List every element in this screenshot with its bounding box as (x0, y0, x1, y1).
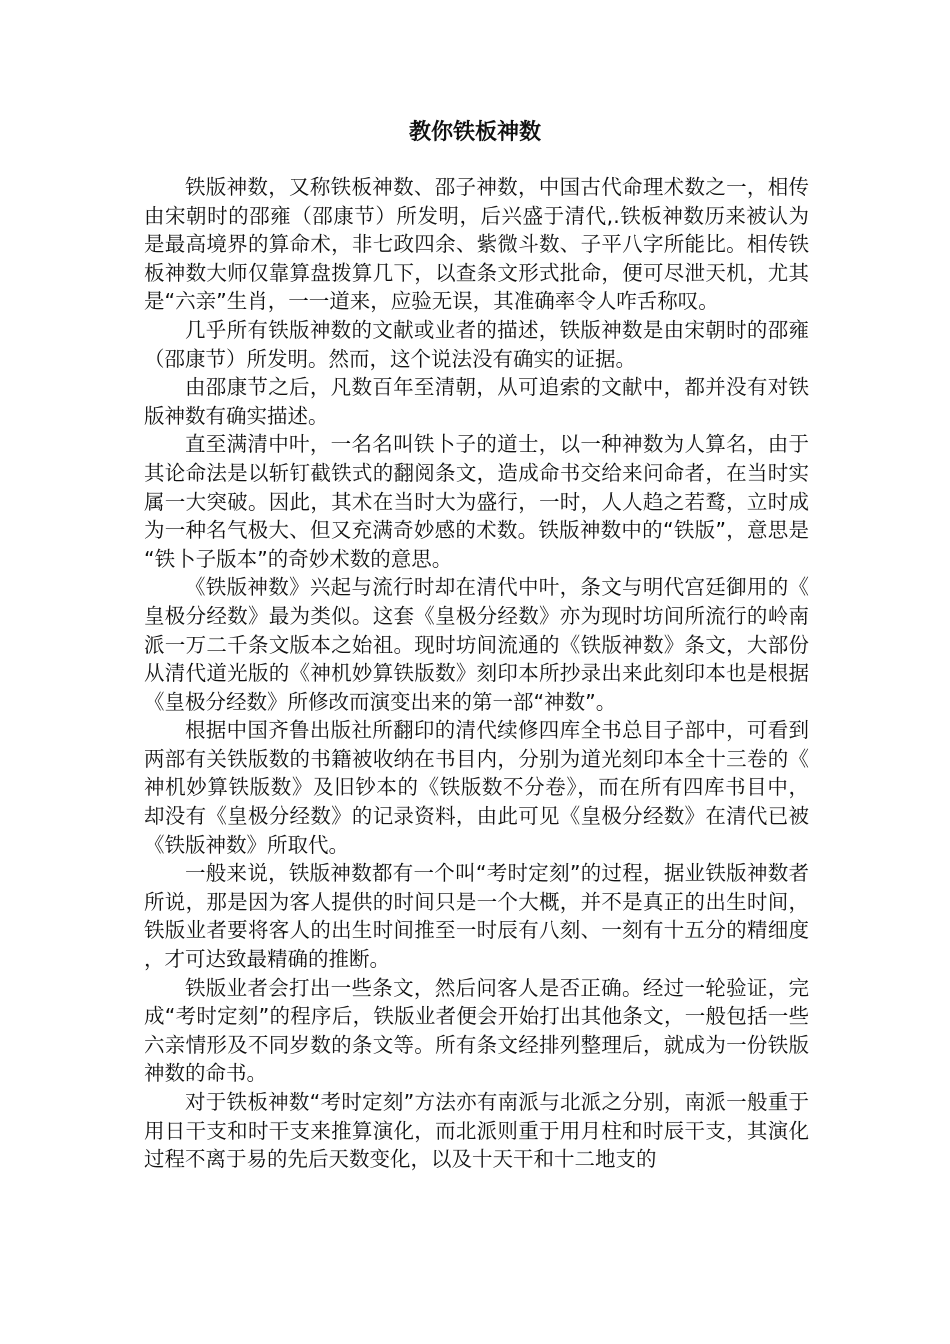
paragraph: 铁版神数，又称铁板神数、邵子神数，中国古代命理术数之一，相传由宋朝时的邵雍（邵康节）所发明，后兴盛于清代,.铁板神数历来被认为是最高境界的算命术，非七政四余、紫微斗数、子平八字所能比。相传铁板神数大师仅靠算盘拨算几下，以查条文形式批命，便可尽泄天机，尤其是“六亲”生肖，一一道来，应验无误，其准确率令人咋舌称叹。 (144, 175, 809, 314)
paragraph: 铁版业者会打出一些条文，然后问客人是否正确。经过一轮验证，完成“考时定刻”的程序后，铁版业者便会开始打出其他条文，一般包括一些六亲情形及不同岁数的条文等。所有条文经排列整理后，就成为一份铁版神数的命书。 (144, 975, 809, 1086)
paragraph: 《铁版神数》兴起与流行时却在清代中叶，条文与明代宫廷御用的《皇极分经数》最为类似。这套《皇极分经数》亦为现时坊间所流行的岭南派一万二千条文版本之始祖。现时坊间流通的《铁版神数》条文，大部份从清代道光版的《神机妙算铁版数》刻印本所抄录出来此刻印本也是根据《皇极分经数》所修改而演变出来的第一部“神数”。 (144, 575, 809, 714)
paragraph: 一般来说，铁版神数都有一个叫“考时定刻”的过程，据业铁版神数者所说，那是因为客人提供的时间只是一个大概，并不是真正的出生时间，铁版业者要将客人的出生时间推至一时辰有八刻、一刻有十五分的精细度，才可达致最精确的推断。 (144, 861, 809, 972)
paragraph: 对于铁板神数“考时定刻”方法亦有南派与北派之分别，南派一般重于用日干支和时干支来推算演化，而北派则重于用月柱和时辰干支，其演化过程不离于易的先后天数变化，以及十天干和十二地支的 (144, 1090, 809, 1172)
paragraph: 直至满清中叶，一名名叫铁卜子的道士，以一种神数为人算名，由于其论命法是以斩钉截铁式的翻阅条文，造成命书交给来问命者，在当时实属一大突破。因此，其术在当时大为盛行，一时，人人趋之若鹜，立时成为一种名气极大、但又充满奇妙感的术数。铁版神数中的“铁版”，意思是“铁卜子版本”的奇妙术数的意思。 (144, 432, 809, 571)
paragraph: 由邵康节之后，凡数百年至清朝，从可追索的文献中，都并没有对铁版神数有确实描述。 (144, 375, 809, 428)
document-body (144, 173, 809, 1174)
document-title: 教你铁板神数 (408, 120, 541, 145)
paragraph: 根据中国齐鲁出版社所翻印的清代续修四库全书总目子部中，可看到两部有关铁版数的书籍被收纳在书目内，分别为道光刻印本全十三卷的《神机妙算铁版数》及旧钞本的《铁版数不分卷》，而在所有四库书目中，却没有《皇极分经数》的记录资料，由此可见《皇极分经数》在清代已被《铁版神数》所取代。 (144, 718, 809, 857)
paragraph: 几乎所有铁版神数的文献或业者的描述，铁版神数是由宋朝时的邵雍（邵康节）所发明。然而，这个说法没有确实的证据。 (144, 317, 809, 371)
